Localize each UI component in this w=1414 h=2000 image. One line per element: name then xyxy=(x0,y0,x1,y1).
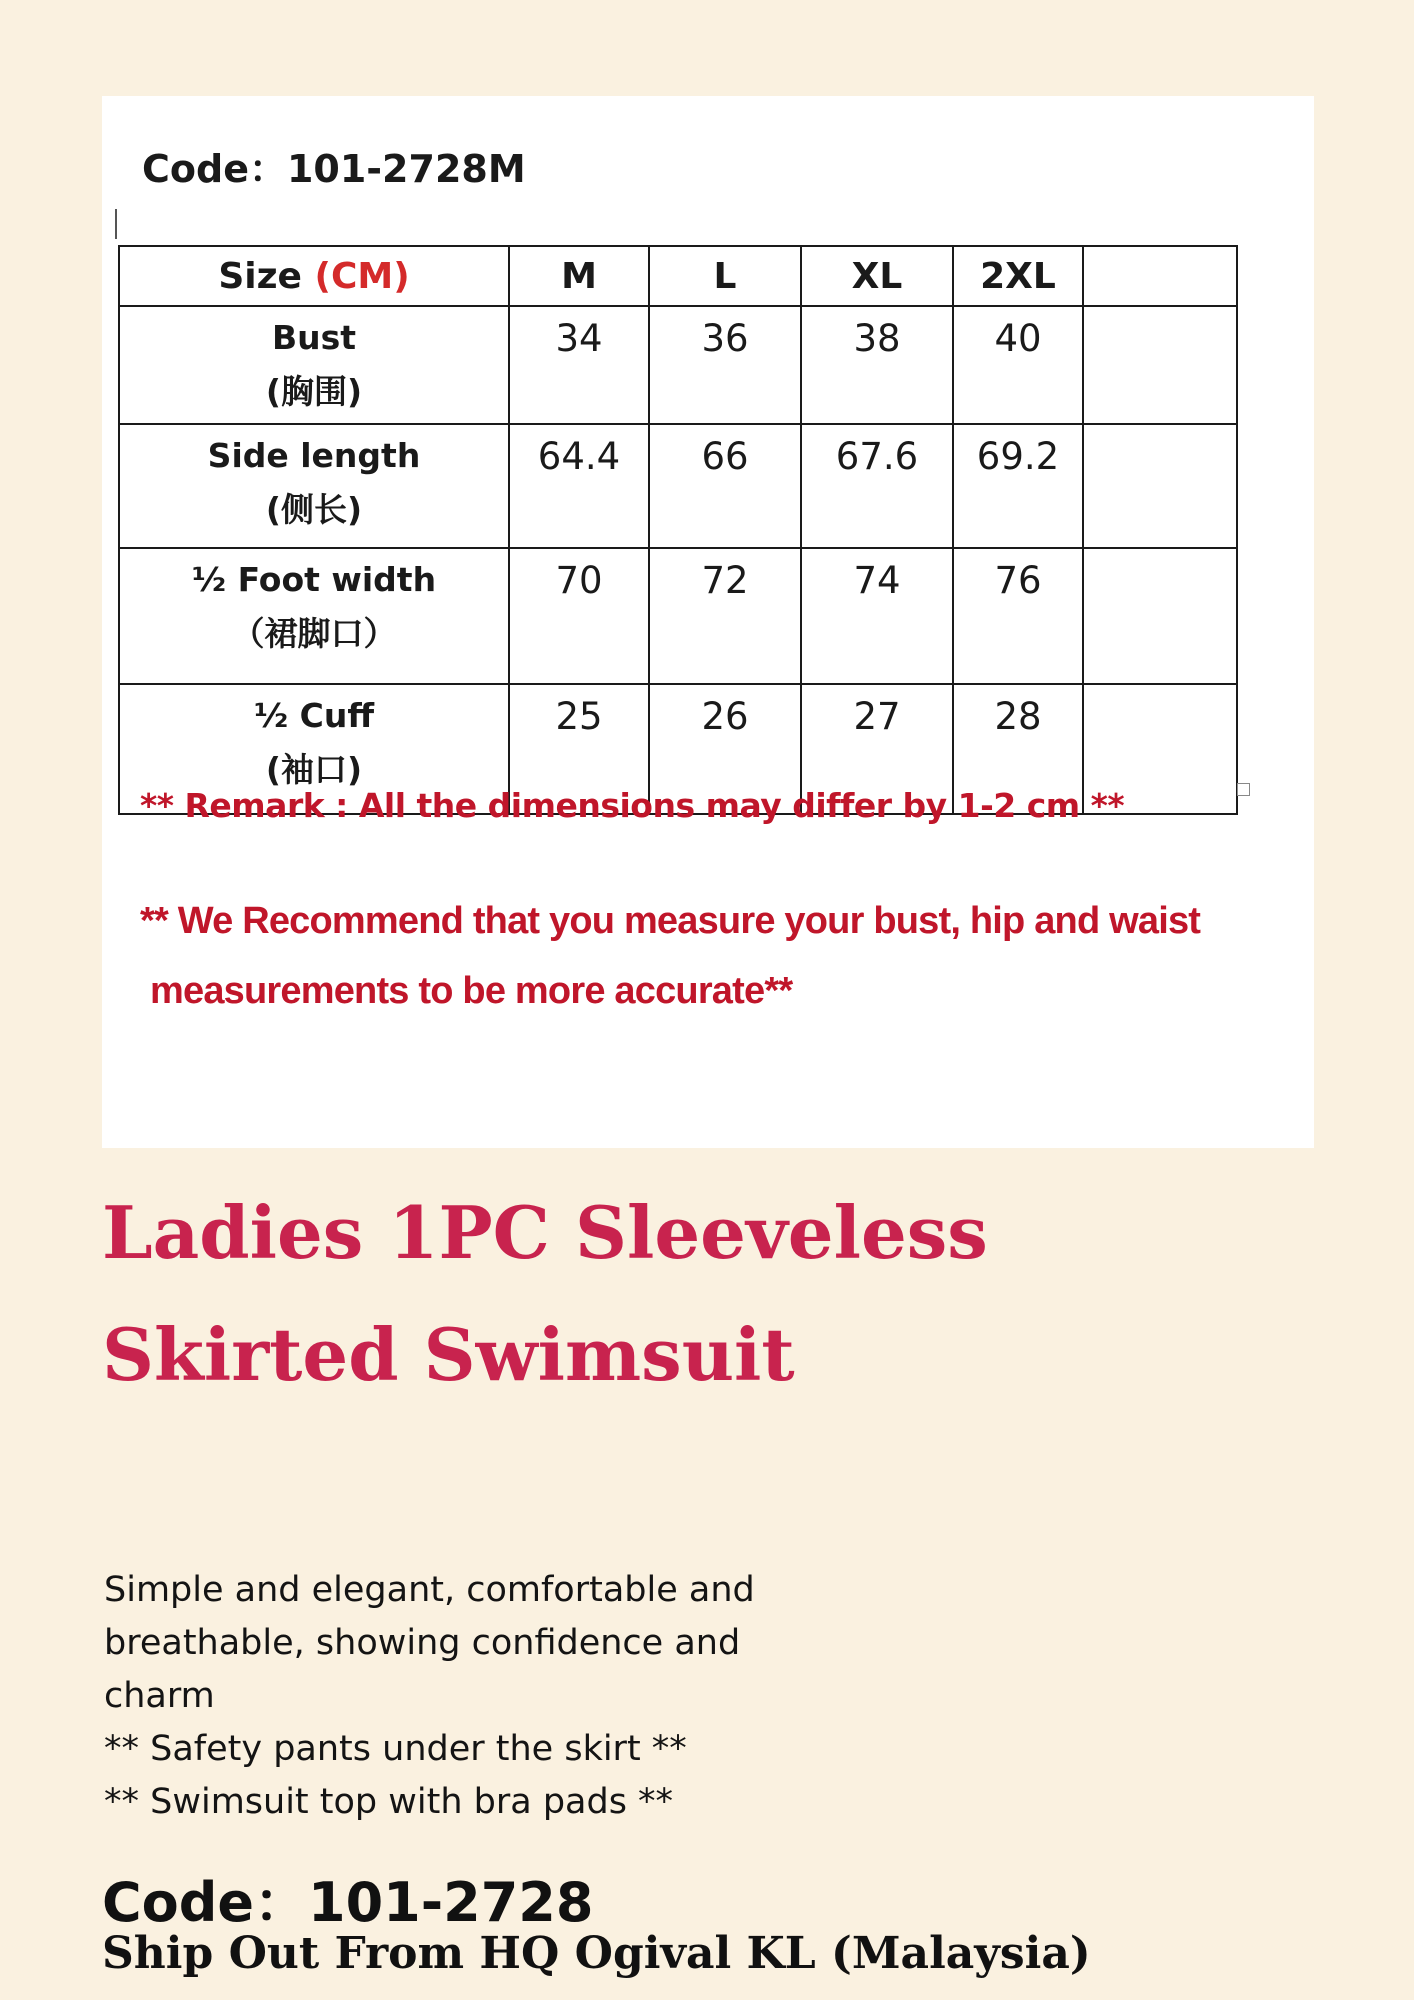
shipping-info: Ship Out From HQ Ogival KL (Malaysia) xyxy=(102,1928,1091,1979)
table-row xyxy=(119,306,1237,424)
size-header-label: Size xyxy=(218,255,315,297)
row-label-cn: (侧长) xyxy=(265,490,363,529)
size-chart-code: Code：101-2728M xyxy=(142,147,526,191)
size-header-unit: (CM) xyxy=(314,255,410,297)
description-line: charm xyxy=(104,1676,215,1716)
row-label xyxy=(119,548,509,684)
recommendation-line-2: measurements to be more accurate** xyxy=(150,970,793,1012)
empty-header xyxy=(1083,246,1237,306)
size-table xyxy=(118,245,1238,815)
row-label-en: ½ Cuff xyxy=(253,696,375,735)
table-cell xyxy=(1083,306,1237,424)
measure-recommendation xyxy=(140,886,1310,1026)
row-label-cn: (袖口) xyxy=(265,750,363,789)
table-row xyxy=(119,424,1237,548)
row-label-cn: (胸围) xyxy=(265,372,363,411)
size-2xl-header: 2XL xyxy=(953,246,1083,306)
product-title-line-2: Skirted Swimsuit xyxy=(102,1312,795,1397)
table-header-row xyxy=(119,246,1237,306)
row-label xyxy=(119,424,509,548)
table-cell: 70 xyxy=(509,548,649,684)
table-cell: 76 xyxy=(953,548,1083,684)
row-label-cn: （裙脚口） xyxy=(231,614,397,653)
description-line: ** Swimsuit top with bra pads ** xyxy=(104,1782,674,1822)
product-code: Code：101-2728 xyxy=(102,1871,594,1934)
product-title xyxy=(102,1172,1302,1416)
recommendation-line-1: ** We Recommend that you measure your bust, hip and waist xyxy=(140,900,1201,942)
text-cursor xyxy=(115,209,117,239)
table-cell: 36 xyxy=(649,306,801,424)
table-cell: 66 xyxy=(649,424,801,548)
row-label xyxy=(119,306,509,424)
table-cell: 40 xyxy=(953,306,1083,424)
table-row xyxy=(119,548,1237,684)
table-cell: 25 xyxy=(509,684,649,814)
size-remark: ** Remark : All the dimensions may differ by 1-2 cm ** xyxy=(140,786,1125,825)
table-cell: 34 xyxy=(509,306,649,424)
size-chart-image xyxy=(102,96,1314,1148)
description-line: breathable, showing confidence and xyxy=(104,1623,741,1663)
table-cell: 67.6 xyxy=(801,424,953,548)
row-label-en: Side length xyxy=(207,436,421,475)
table-cell: 69.2 xyxy=(953,424,1083,548)
table-resize-handle xyxy=(1237,783,1250,796)
table-cell: 72 xyxy=(649,548,801,684)
size-l-header: L xyxy=(649,246,801,306)
row-label-en: ½ Foot width xyxy=(191,560,437,599)
description-line: ** Safety pants under the skirt ** xyxy=(104,1729,687,1769)
product-description xyxy=(104,1564,864,1829)
table-cell: 27 xyxy=(801,684,953,814)
table-cell: 38 xyxy=(801,306,953,424)
table-cell xyxy=(1083,424,1237,548)
table-cell: 26 xyxy=(649,684,801,814)
table-cell: 28 xyxy=(953,684,1083,814)
product-title-line-1: Ladies 1PC Sleeveless xyxy=(102,1190,988,1275)
table-cell: 74 xyxy=(801,548,953,684)
table-cell: 64.4 xyxy=(509,424,649,548)
table-cell xyxy=(1083,548,1237,684)
size-xl-header: XL xyxy=(801,246,953,306)
description-line: Simple and elegant, comfortable and xyxy=(104,1570,755,1610)
size-m-header: M xyxy=(509,246,649,306)
row-label-en: Bust xyxy=(271,318,357,357)
size-header xyxy=(119,246,509,306)
